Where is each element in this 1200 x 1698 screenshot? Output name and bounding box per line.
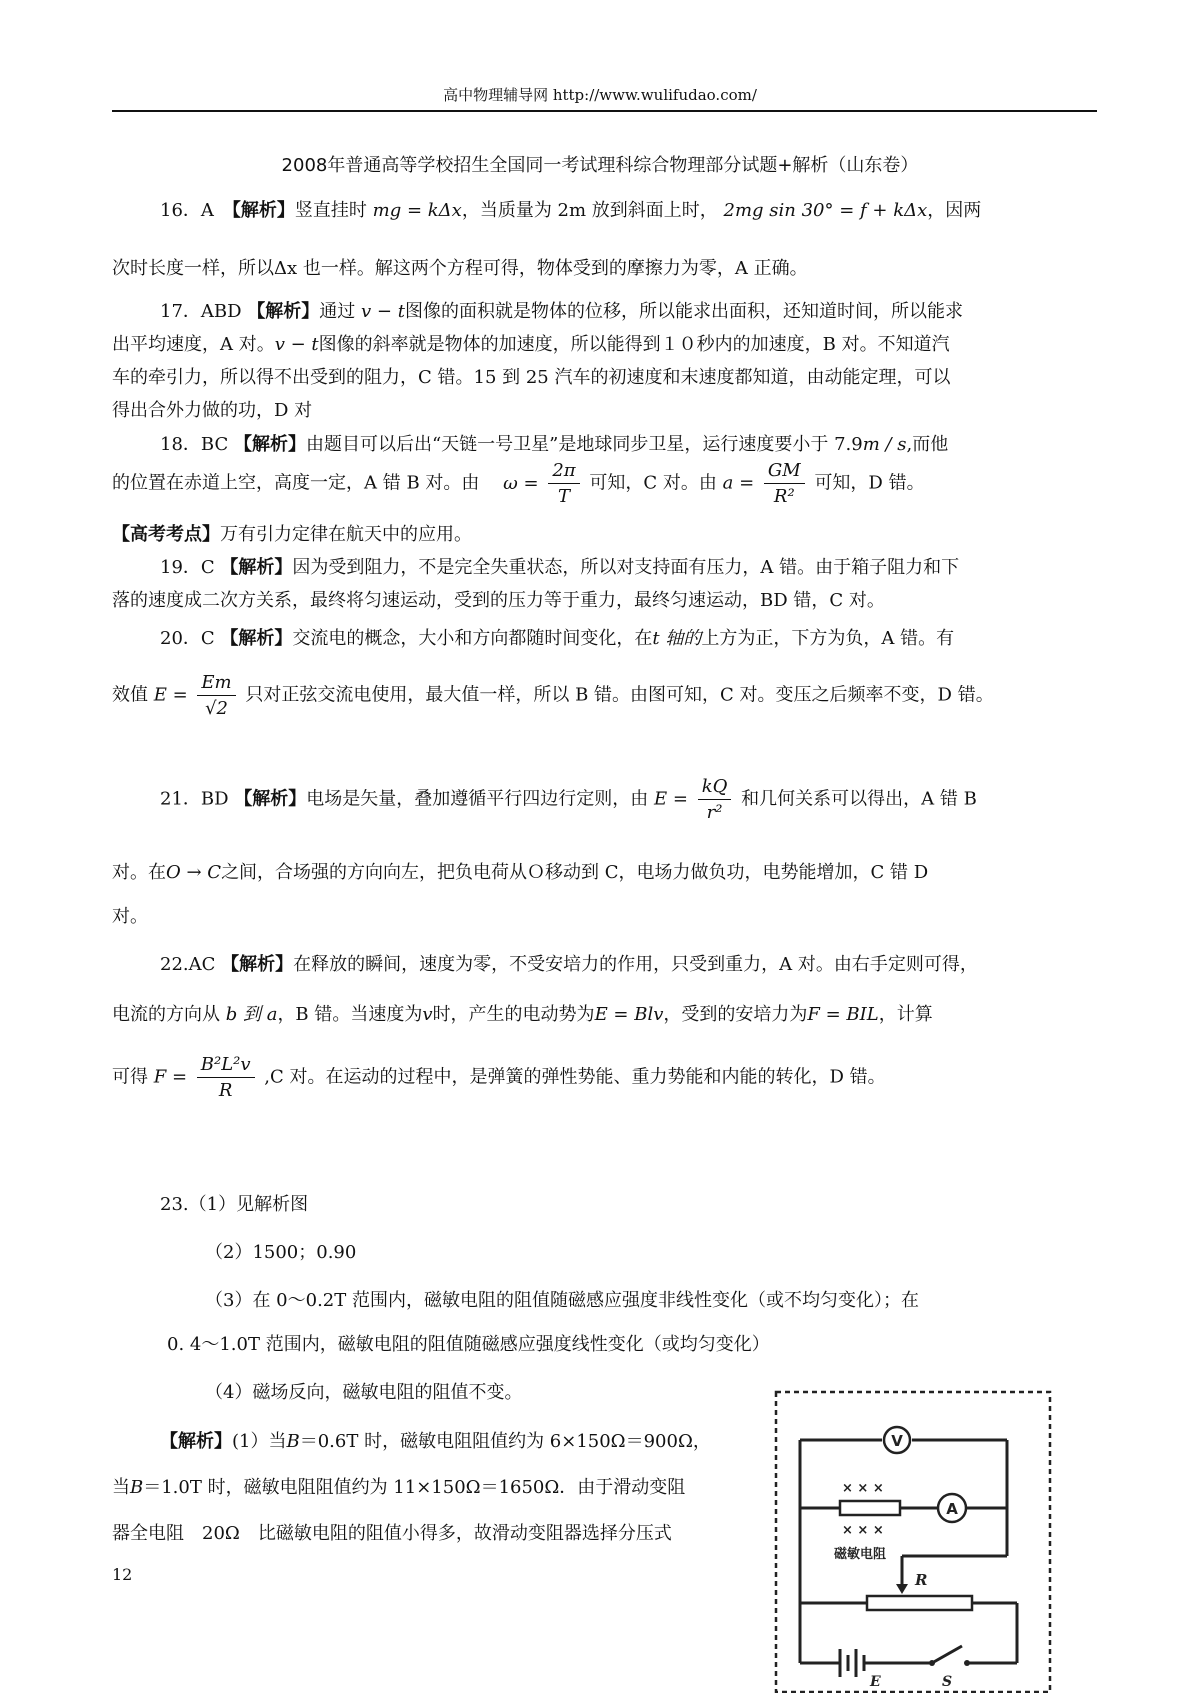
q21-line2a: 对。在 — [112, 862, 166, 883]
q22-f-eq: F = — [153, 1066, 188, 1088]
q22-line3 — [112, 1054, 886, 1101]
q18-line2c: 可知，D 错。 — [814, 472, 925, 494]
q17-line1 — [160, 297, 963, 323]
q18-number: 18．BC — [160, 434, 234, 455]
q17-line2 — [112, 330, 950, 356]
q23-x2b: ＝1.0T 时，磁敏电阻阻值约为 11×150Ω＝1650Ω．由于滑动变阻 — [143, 1477, 686, 1498]
header-rule — [112, 110, 1097, 112]
q16-number: 16．A — [160, 200, 232, 221]
q23-b-symbol-2: B — [130, 1477, 144, 1498]
q19-line2: 落的速度成二次方关系，最终将匀速运动，受到的压力等于重力，最终匀速运动，BD 错，C 对。 — [112, 590, 885, 611]
q20-line2 — [112, 672, 994, 719]
q18-exam-text: 万有引力定律在航天中的应用。 — [220, 524, 472, 545]
q22-b-to-a: b 到 a — [225, 1004, 278, 1025]
q18-line2 — [112, 460, 925, 507]
q18-omega-denominator: T — [557, 486, 570, 507]
q19-line1 — [160, 553, 959, 579]
circuit-diagram — [772, 1388, 1054, 1693]
q21-line1 — [160, 776, 977, 823]
q18-text-2: ,而他 — [906, 434, 949, 455]
q22-text: 在释放的瞬间，速度为零，不受安培力的作用，只受到重力，A 对。由右手定则可得， — [293, 954, 978, 975]
q19-text: 因为受到阻力，不是完全失重状态，所以对支持面有压力，A 错。由于箱子阻力和下 — [292, 557, 960, 578]
q21-text: 电场是矢量，叠加遵循平行四边行定则，由 — [306, 788, 649, 810]
q17-line2a: 出平均速度，A 对。 — [112, 334, 275, 355]
q16-text-3: ，因两 — [927, 200, 982, 221]
q23-line1: 23.（1）见解析图 — [160, 1194, 309, 1215]
q22-f-fraction — [197, 1054, 255, 1101]
q22-line2 — [112, 1000, 933, 1026]
q17-vt: v − t — [361, 301, 405, 322]
q18-unit: m / s — [862, 434, 907, 455]
q16-eq1: mg = kΔx — [372, 200, 462, 221]
q18-omega-numerator: 2π — [548, 460, 579, 484]
q21-line2 — [112, 858, 928, 884]
diagram-dashed-frame — [776, 1392, 1050, 1692]
switch-icon — [929, 1646, 970, 1666]
analysis-tag: 【解析】 — [220, 628, 293, 649]
voltmeter-label: V — [891, 1432, 903, 1450]
q20-e-eq: E = — [153, 684, 188, 706]
q23-x2a: 当 — [112, 1477, 130, 1498]
analysis-tag: 【解析】 — [160, 1431, 232, 1452]
q18-exam-point — [112, 520, 472, 546]
battery-label: E — [870, 1674, 881, 1690]
q17-line2b: 图像的斜率就是物体的加速度，所以能得到１０秒内的加速度，B 对。不知道汽 — [318, 334, 950, 355]
q23-line3: （3）在 0～0.2T 范围内，磁敏电阻的阻值随磁感应强度非线性变化（或不均匀变化）；在 — [205, 1290, 919, 1311]
q23-b-symbol: B — [286, 1431, 300, 1452]
q18-line2b: 可知，C 对。由 — [589, 472, 717, 494]
document-title: 2008年普通高等学校招生全国同一考试理科综合物理部分试题+解析（山东卷） — [281, 155, 919, 176]
q23-line4: 0. 4～1.0T 范围内，磁敏电阻的阻值随磁感应强度线性变化（或均匀变化） — [167, 1334, 770, 1355]
analysis-tag: 【解析】 — [221, 954, 294, 975]
magnetoresistor-icon — [840, 1501, 900, 1515]
q21-line2b: 之间，合场强的方向向左，把负电荷从Ｏ移动到 C，电场力做负功，电势能增加，C 错 D — [221, 862, 929, 883]
magnetoresistor-label: 磁敏电阻 — [834, 1547, 887, 1562]
q16-text-2: ，当质量为 2m 放到斜面上时， — [461, 200, 718, 221]
svg-text:× × ×: × × × — [842, 1481, 884, 1496]
q22-line3b: ,C 对。在运动的过程中，是弹簧的弹性势能、重力势能和内能的转化，D 错。 — [264, 1066, 886, 1088]
q23-line2: （2）1500；0.90 — [205, 1242, 357, 1263]
analysis-tag: 【解析】 — [234, 788, 307, 810]
q20-number: 20．C — [160, 628, 221, 649]
q22-number: 22.AC — [160, 954, 222, 975]
q16-text: 竖直挂时 — [294, 200, 367, 221]
q20-text-2: 上方为正，下方为负，A 错。有 — [701, 628, 955, 649]
q22-f-numerator: B²L²v — [197, 1054, 255, 1078]
q17-text: 通过 — [319, 301, 356, 322]
q20-line2b: 只对正弦交流电使用，最大值一样，所以 B 错。由图可知，C 对。变压之后频率不变，D 错。 — [245, 684, 994, 706]
q21-e-fraction — [698, 776, 732, 823]
q23-analysis-line1 — [160, 1427, 711, 1453]
q22-v: v — [422, 1004, 433, 1025]
q18-a-eq: a = — [722, 472, 755, 494]
q21-oc: O → C — [166, 862, 222, 883]
ammeter-label: A — [946, 1500, 958, 1518]
exam-point-tag: 【高考考点】 — [112, 524, 220, 545]
q17-text-2: 图像的面积就是物体的位移，所以能求出面积，还知道时间，所以能求 — [404, 301, 963, 322]
q16-line1 — [160, 196, 981, 222]
q22-eq-f: F = BIL — [807, 1004, 879, 1025]
rheostat-icon — [867, 1596, 972, 1610]
q21-e-denominator: r² — [706, 802, 723, 823]
q17-line4: 得出合外力做的功，D 对 — [112, 400, 313, 421]
svg-text:× × ×: × × × — [842, 1523, 884, 1538]
q22-line1 — [160, 950, 978, 976]
q23-x1a: (1）当 — [232, 1431, 287, 1452]
q16-line2: 次时长度一样，所以Δx 也一样。解这两个方程可得，物体受到的摩擦力为零，A 正确。 — [112, 258, 808, 279]
q22-f-denominator: R — [218, 1080, 233, 1101]
rheostat-label: R — [915, 1571, 928, 1589]
q22-eq-e: E = Blv — [594, 1004, 664, 1025]
analysis-tag: 【解析】 — [220, 557, 293, 578]
q22-line2c: ，B 错。当速度为 — [277, 1004, 423, 1025]
q18-omega-fraction — [548, 460, 579, 507]
analysis-tag: 【解析】 — [233, 434, 306, 455]
battery-icon — [840, 1649, 864, 1677]
q21-e-numerator: kQ — [698, 776, 732, 800]
switch-label: S — [942, 1674, 953, 1690]
q22-line2d: 时，产生的电动势为 — [432, 1004, 595, 1025]
q17-line3: 车的牵引力，所以得不出受到的阻力，C 错。15 到 25 汽车的初速度和末速度都知道，由动能定理，可以 — [112, 367, 951, 388]
q20-text: 交流电的概念，大小和方向都随时间变化，在 — [292, 628, 653, 649]
q18-text: 由题目可以后出“天链一号卫星”是地球同步卫星，运行速度要小于 7.9 — [305, 434, 863, 455]
q23-line5: （4）磁场反向，磁敏电阻的阻值不变。 — [205, 1382, 523, 1403]
q20-line1 — [160, 624, 954, 650]
q16-eq2: 2mg sin 30° = f + kΔx — [723, 200, 928, 221]
q17-vt-2: v − t — [274, 334, 319, 355]
q20-t-axis: t 轴的 — [652, 628, 702, 649]
q22-line2f: ，计算 — [878, 1004, 933, 1025]
q18-a-fraction — [764, 460, 805, 507]
q18-line1 — [160, 430, 948, 456]
analysis-tag: 【解析】 — [231, 200, 295, 221]
q20-e-denominator: √2 — [205, 698, 228, 719]
q20-e-fraction — [197, 672, 235, 719]
rheostat-slider-icon — [896, 1584, 908, 1594]
q22-line2a: 电流的方向从 — [112, 1004, 220, 1025]
q18-a-denominator: R² — [773, 486, 795, 507]
q21-number: 21．BD — [160, 788, 235, 810]
q21-line3: 对。 — [112, 906, 148, 927]
q20-e-numerator: Em — [197, 672, 235, 696]
q23-analysis-line3: 器全电阻 20Ω 比磁敏电阻的阻值小得多，故滑动变阻器选择分压式 — [112, 1523, 672, 1544]
page-header: 高中物理辅导网 http://www.wulifudao.com/ — [443, 86, 757, 104]
q23-x1b: ＝0.6T 时，磁敏电阻阻值约为 6×150Ω＝900Ω， — [299, 1431, 711, 1452]
q21-e-eq: E = — [654, 788, 688, 810]
q17-number: 17．ABD — [160, 301, 248, 322]
q18-line2a: 的位置在赤道上空，高度一定，A 错 B 对。由 — [112, 472, 480, 494]
q19-number: 19．C — [160, 557, 221, 578]
page-number: 12 — [112, 1565, 133, 1584]
q18-a-numerator: GM — [764, 460, 805, 484]
q22-line2e: ，受到的安培力为 — [663, 1004, 808, 1025]
analysis-tag: 【解析】 — [247, 301, 320, 322]
q18-omega: ω = — [503, 472, 539, 494]
q21-text-2: 和几何关系可以得出，A 错 B — [741, 788, 977, 810]
q20-line2a: 效值 — [112, 684, 148, 706]
q22-line3a: 可得 — [112, 1066, 148, 1088]
q23-analysis-line2 — [112, 1473, 685, 1499]
